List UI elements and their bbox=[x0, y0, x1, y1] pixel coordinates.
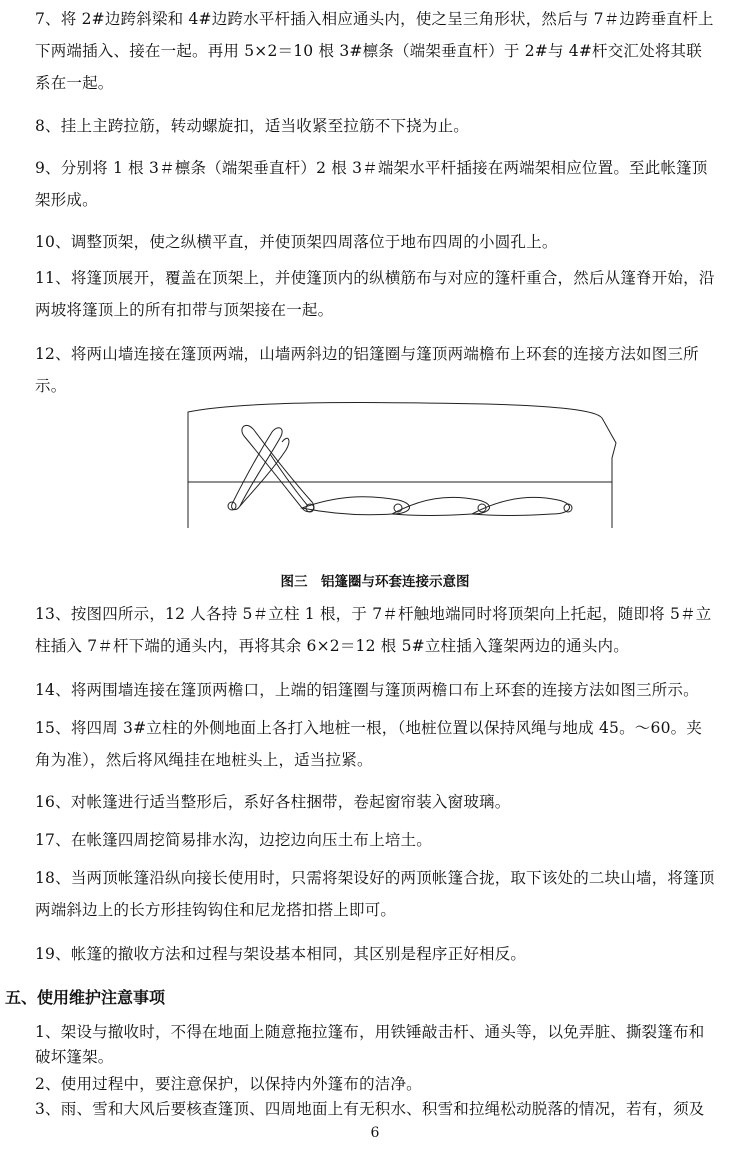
paragraph-step-14: 14、将两围墙连接在篷顶两檐口，上端的铝篷圈与篷顶两檐口布上环套的连接方法如图三所示。 bbox=[35, 681, 699, 699]
lacing-loop-3 bbox=[242, 425, 314, 511]
paragraph-step-18: 18、当两顶帐篷沿纵向接长使用时，只需将架设好的两顶帐篷合拢，取下该处的二块山墙，将篷顶两端斜边上的长方形挂钩钩住和尼龙搭扣搭上即可。 bbox=[35, 869, 715, 919]
figure-loop-connection-diagram bbox=[186, 398, 618, 533]
section-heading: 五、使用维护注意事项 bbox=[5, 988, 166, 1007]
maintenance-item-2: 2、使用过程中，要注意保护，以保持内外篷布的洁净。 bbox=[35, 1075, 422, 1093]
paragraph-step-12: 12、将两山墙连接在篷顶两端，山墙两斜边的铝篷圈与篷顶两端檐布上环套的连接方法如图三所示。 bbox=[35, 345, 699, 395]
paragraph-step-13: 13、按图四所示，12 人各持 5＃立柱 1 根，于 7＃杆触地端同时将顶架向上托起，随即将 5＃立柱插入 7＃杆下端的通头内，再将其余 6×2＝12 根 5#立柱插入篷架两边的通头内。 bbox=[35, 605, 712, 655]
paragraph-step-16: 16、对帐篷进行适当整形后，系好各柱捆带，卷起窗帘装入窗玻璃。 bbox=[35, 793, 511, 811]
maintenance-item-1: 1、架设与撤收时，不得在地面上随意拖拉篷布，用铁锤敲击杆、通头等，以免弄脏、撕裂篷布和破坏篷架。 bbox=[35, 1023, 705, 1066]
hem-loop-1 bbox=[302, 497, 409, 515]
paragraph-step-9: 9、分别将 1 根 3＃檩条（端架垂直杆）2 根 3＃端架水平杆插接在两端架相应位置。至此帐篷顶架形成。 bbox=[35, 159, 708, 209]
maintenance-item-3: 3、雨、雪和大风后要核查篷顶、四周地面上有无积水、积雪和拉绳松动脱落的情况，若有，须及 bbox=[35, 1100, 705, 1118]
paragraph-step-17: 17、在帐篷四周挖简易排水沟，边挖边向压土布上培土。 bbox=[35, 831, 432, 849]
paragraph-step-7: 7、将 2#边跨斜梁和 4#边跨水平杆插入相应通头内，使之呈三角形状，然后与 7＃边跨垂直杆上下两端插入、接在一起。再用 5×2＝10 根 3#檩条（端架垂直杆）于 2#与 4#杆交汇处将其联系在一起。 bbox=[35, 10, 714, 92]
hem-loop-3 bbox=[472, 497, 569, 515]
paragraph-step-8: 8、挂上主跨拉筋，转动螺旋扣，适当收紧至拉筋不下挠为止。 bbox=[35, 117, 469, 135]
lacing-loop-4 bbox=[270, 454, 308, 506]
paragraph-step-19: 19、帐篷的撤收方法和过程与架设基本相同，其区别是程序正好相反。 bbox=[35, 945, 527, 963]
page-number: 6 bbox=[370, 1125, 380, 1141]
paragraph-step-11: 11、将篷顶展开，覆盖在顶架上，并使篷顶内的纵横筋布与对应的篷杆重合，然后从篷脊开始，沿两坡将篷顶上的所有扣带与顶架接在一起。 bbox=[35, 269, 715, 319]
paragraph-step-15: 15、将四周 3#立柱的外侧地面上各打入地桩一根，（地桩位置以保持风绳与地成 45。～60。夹角为准），然后将风绳挂在地桩头上，适当拉紧。 bbox=[35, 719, 703, 769]
lacing-loop-2 bbox=[240, 438, 289, 506]
lacing-loop-1 bbox=[232, 428, 283, 510]
figure-caption: 图三 铝篷圈与环套连接示意图 bbox=[280, 574, 470, 590]
paragraph-step-10: 10、调整顶架，使之纵横平直，并使顶架四周落位于地布四周的小圆孔上。 bbox=[35, 233, 558, 251]
